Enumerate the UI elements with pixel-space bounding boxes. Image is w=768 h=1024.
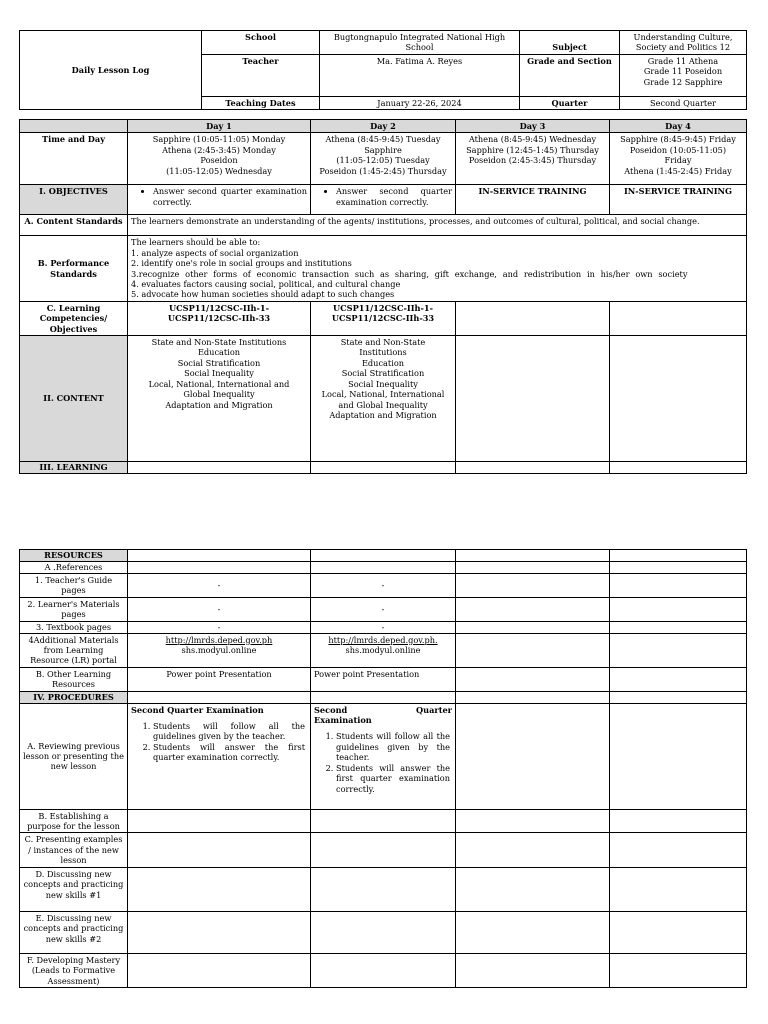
schedule-line: Athena (1:45-2:45) Friday	[624, 165, 732, 176]
day1-competencies	[128, 301, 311, 335]
schedule-line: Sapphire (12:45-1:45) Thursday	[466, 144, 599, 155]
content-line: Social Inequality	[184, 368, 254, 379]
objective-item: • Answer second quarter examination correctly.	[336, 186, 452, 207]
day2-content	[311, 336, 456, 462]
learning-label: III. LEARNING	[20, 462, 128, 474]
establishing-purpose-label: B. Establishing a purpose for the lesson	[20, 809, 128, 833]
grade-label: Grade and Section	[520, 54, 620, 96]
quarter-label: Quarter	[520, 96, 620, 109]
day1-content	[128, 336, 311, 462]
day1-schedule	[128, 133, 311, 185]
content-standards-label: A. Content Standards	[20, 215, 128, 236]
additional-materials-day1	[128, 633, 311, 667]
other-resources-day1: Power point Presentation	[128, 667, 311, 691]
competency-code: UCSP11/12CSC-IIh-1-	[169, 302, 269, 313]
content-line: Social Stratification	[177, 357, 261, 368]
schedule-line: Poseidon (2:45-3:45) Thursday	[468, 155, 597, 166]
time-day-label: Time and Day	[20, 133, 128, 185]
procedure-step: 2. Students will answer the first quarter examination correctly.	[153, 742, 305, 763]
learners-materials-day2: -	[311, 597, 456, 621]
objective-item: • Answer second quarter examination correctly.	[153, 186, 307, 207]
learners-materials-day1: -	[128, 597, 311, 621]
schedule-line: Sapphire (8:45-9:45) Friday	[620, 134, 736, 145]
day4-objective: IN-SERVICE TRAINING	[610, 185, 747, 215]
other-resources-day2: Power point Presentation	[311, 667, 456, 691]
competency-code: UCSP11/12CSC-IIh-1-	[333, 302, 433, 313]
modyul-link: shs.modyul.online	[181, 645, 257, 656]
procedure-step: 1. Students will follow all the guidelines given by the teacher.	[336, 731, 450, 762]
performance-item: 1. analyze aspects of social organization	[131, 247, 299, 258]
content-line: State and Non-State	[340, 337, 426, 348]
schedule-line: (11:05-12:05) Tuesday	[336, 155, 430, 166]
exam-title-word: Quarter	[415, 704, 452, 715]
day4-schedule	[610, 133, 747, 185]
discussing-concepts-1-label: D. Discussing new concepts and practicing new skills #1	[20, 867, 128, 911]
developing-mastery-label: F. Developing Mastery (Leads to Formative Assessment)	[20, 953, 128, 987]
content-line: Education	[361, 357, 405, 368]
day1-procedure-a	[128, 703, 311, 809]
learners-materials-label: 2. Learner's Materials pages	[20, 597, 128, 621]
modyul-link: shs.modyul.online	[345, 645, 421, 656]
dates-label: Teaching Dates	[202, 96, 320, 109]
day2-objective	[311, 185, 456, 215]
exam-title-word: Second	[314, 704, 348, 715]
exam-title: Second Quarter Examination	[131, 704, 264, 715]
performance-item: 3.recognize other forms of economic transaction such as sharing, gift exchange, and redistribution in his/her own society	[131, 268, 688, 279]
day1-header: Day 1	[128, 120, 311, 133]
schedule-line: Friday	[664, 155, 692, 166]
references-label: A .References	[20, 562, 128, 574]
performance-item: 2. identify one's role in social groups and institutions	[131, 258, 352, 269]
content-line: Social Stratification	[341, 368, 425, 379]
textbook-day2: -	[311, 621, 456, 633]
additional-materials-day2	[311, 633, 456, 667]
performance-standards-label: B. Performance Standards	[20, 236, 128, 301]
schedule-line: (11:05-12:05) Wednesday	[166, 165, 272, 176]
schedule-line: Sapphire	[364, 144, 402, 155]
procedure-step: 1. Students will follow all the guidelines given by the teacher.	[153, 721, 305, 742]
content-line: State and Non-State Institutions	[151, 337, 287, 348]
schedule-line: Athena (8:45-9:45) Wednesday	[468, 134, 597, 145]
day4-header: Day 4	[610, 120, 747, 133]
subject-label: Subject	[520, 31, 620, 55]
day2-procedure-a	[311, 703, 456, 809]
teachers-guide-label: 1. Teacher's Guide pages	[20, 574, 128, 598]
procedures-label: IV. PROCEDURES	[20, 691, 128, 703]
header-table	[19, 30, 747, 110]
objectives-label: I. OBJECTIVES	[20, 185, 128, 215]
textbook-label: 3. Textbook pages	[20, 621, 128, 633]
lesson-table-bottom	[19, 549, 747, 988]
day2-header: Day 2	[311, 120, 456, 133]
competency-code: UCSP11/12CSC-IIh-33	[167, 313, 271, 324]
teacher-label: Teacher	[202, 54, 320, 96]
day3-schedule	[456, 133, 610, 185]
content-standards-text: The learners demonstrate an understanding of the agents/ institutions, processes, and outcomes of cultural, political, and social change.	[128, 215, 747, 236]
content-label: II. CONTENT	[20, 336, 128, 462]
content-line: Global Inequality	[183, 389, 255, 400]
day2-schedule	[311, 133, 456, 185]
content-line: Local, National, International and	[148, 378, 290, 389]
schedule-line: Athena (8:45-9:45) Tuesday	[325, 134, 441, 145]
teachers-guide-day2: -	[311, 574, 456, 598]
schedule-line: Athena (2:45-3:45) Monday	[162, 144, 276, 155]
other-resources-label: B. Other Learning Resources	[20, 667, 128, 691]
day2-competencies	[311, 301, 456, 335]
discussing-concepts-2-label: E. Discussing new concepts and practicing new skills #2	[20, 911, 128, 953]
lr-portal-link[interactable]: http://lmrds.deped.gov.ph	[165, 634, 273, 645]
textbook-day1: -	[128, 621, 311, 633]
exam-title-word: Examination	[314, 715, 372, 726]
grade-values	[620, 54, 747, 96]
additional-materials-label: 4Additional Materials from Learning Resource (LR) portal	[20, 633, 128, 667]
presenting-examples-label: C. Presenting examples / instances of the new lesson	[20, 833, 128, 867]
day1-objective	[128, 185, 311, 215]
log-title: Daily Lesson Log	[20, 31, 202, 110]
lesson-table-top	[19, 119, 747, 474]
subject-value: Understanding Culture, Society and Politics 12	[620, 31, 747, 55]
teachers-guide-day1: -	[128, 574, 311, 598]
content-line: Local, National, International	[321, 389, 445, 400]
content-line: Institutions	[359, 347, 407, 358]
performance-standards-text	[128, 236, 747, 301]
competencies-label: C. Learning Competencies/ Objectives	[20, 301, 128, 335]
performance-item: 5. advocate how human societies should adapt to such changes	[131, 289, 395, 300]
competency-code: UCSP11/12CSC-IIh-33	[331, 313, 435, 324]
grade-value: Grade 11 Athena	[647, 55, 719, 66]
lr-portal-link[interactable]: http://lmrds.deped.gov.ph.	[328, 634, 438, 645]
schedule-line: Poseidon	[200, 155, 238, 166]
performance-item: 4. evaluates factors causing social, political, and cultural change	[131, 279, 401, 290]
content-line: and Global Inequality	[338, 399, 428, 410]
school-value: Bugtongnapulo Integrated National High School	[320, 31, 520, 55]
schedule-line: Poseidon (10:05-11:05)	[629, 144, 727, 155]
procedure-step: 2. Students will answer the first quarter examination correctly.	[336, 763, 450, 794]
performance-intro: The learners should be able to:	[131, 237, 261, 248]
content-line: Adaptation and Migration	[165, 399, 273, 410]
dates-value: January 22-26, 2024	[320, 96, 520, 109]
content-line: Social Inequality	[348, 378, 418, 389]
teacher-value: Ma. Fatima A. Reyes	[320, 54, 520, 96]
school-label: School	[202, 31, 320, 55]
content-line: Adaptation and Migration	[329, 409, 437, 420]
quarter-value: Second Quarter	[620, 96, 747, 109]
schedule-line: Sapphire (10:05-11:05) Monday	[152, 134, 286, 145]
reviewing-lesson-label: A. Reviewing previous lesson or presenting the new lesson	[20, 703, 128, 809]
grade-value: Grade 11 Poseidon	[643, 66, 723, 77]
content-line: Education	[197, 347, 241, 358]
resources-label: RESOURCES	[20, 550, 128, 562]
day3-objective: IN-SERVICE TRAINING	[456, 185, 610, 215]
day3-header: Day 3	[456, 120, 610, 133]
schedule-line: Poseidon (1:45-2:45) Thursday	[319, 165, 447, 176]
grade-value: Grade 12 Sapphire	[643, 76, 723, 87]
exam-title	[314, 705, 452, 715]
